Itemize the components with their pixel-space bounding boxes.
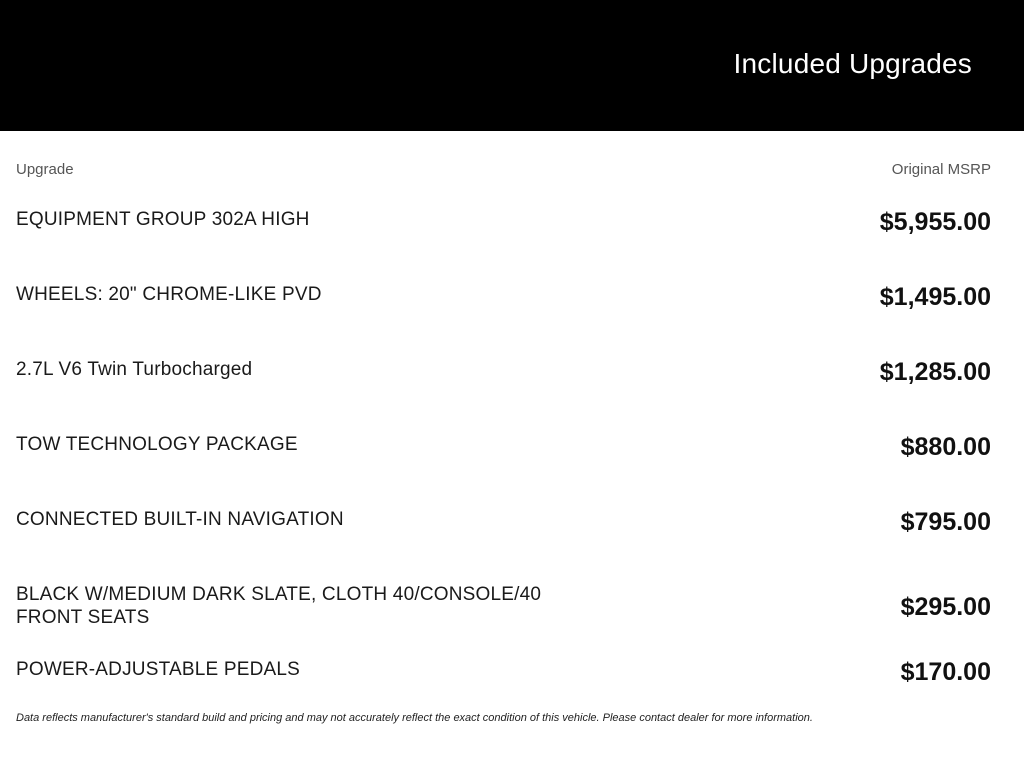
list-item: [0, 271, 1024, 346]
list-item: [0, 496, 1024, 571]
list-item: [0, 571, 1024, 646]
list-item: [0, 346, 1024, 421]
list-item: [0, 196, 1024, 271]
column-header-upgrade: Upgrade: [16, 161, 74, 178]
page-title: Included Upgrades: [733, 48, 972, 79]
upgrade-price: $1,495.00: [879, 283, 991, 311]
upgrade-name: BLACK W/MEDIUM DARK SLATE, CLOTH 40/CONSOLE/40 FRONT SEATS: [16, 584, 542, 628]
list-item: [0, 421, 1024, 496]
upgrade-name: CONNECTED BUILT-IN NAVIGATION: [16, 509, 344, 530]
column-header-msrp: Original MSRP: [891, 161, 991, 178]
upgrade-name: POWER-ADJUSTABLE PEDALS: [16, 659, 301, 680]
upgrade-price: $880.00: [900, 433, 991, 461]
header-banner: [0, 0, 1024, 131]
upgrade-price: $295.00: [900, 593, 991, 621]
upgrade-name: WHEELS: 20" CHROME-LIKE PVD: [16, 284, 322, 305]
disclaimer-text: Data reflects manufacturer's standard build and pricing and may not accurately reflect the exact condition of this vehicle. Please contact dealer for more information.: [16, 712, 813, 724]
upgrade-price: $795.00: [900, 508, 991, 536]
list-item: [0, 646, 1024, 721]
upgrade-name: 2.7L V6 Twin Turbocharged: [16, 359, 253, 380]
upgrade-price: $170.00: [900, 658, 991, 686]
upgrade-name: TOW TECHNOLOGY PACKAGE: [16, 434, 298, 455]
upgrade-name: EQUIPMENT GROUP 302A HIGH: [16, 209, 310, 230]
upgrade-price: $5,955.00: [879, 208, 991, 236]
upgrades-list: [0, 196, 1024, 721]
upgrade-price: $1,285.00: [879, 358, 991, 386]
